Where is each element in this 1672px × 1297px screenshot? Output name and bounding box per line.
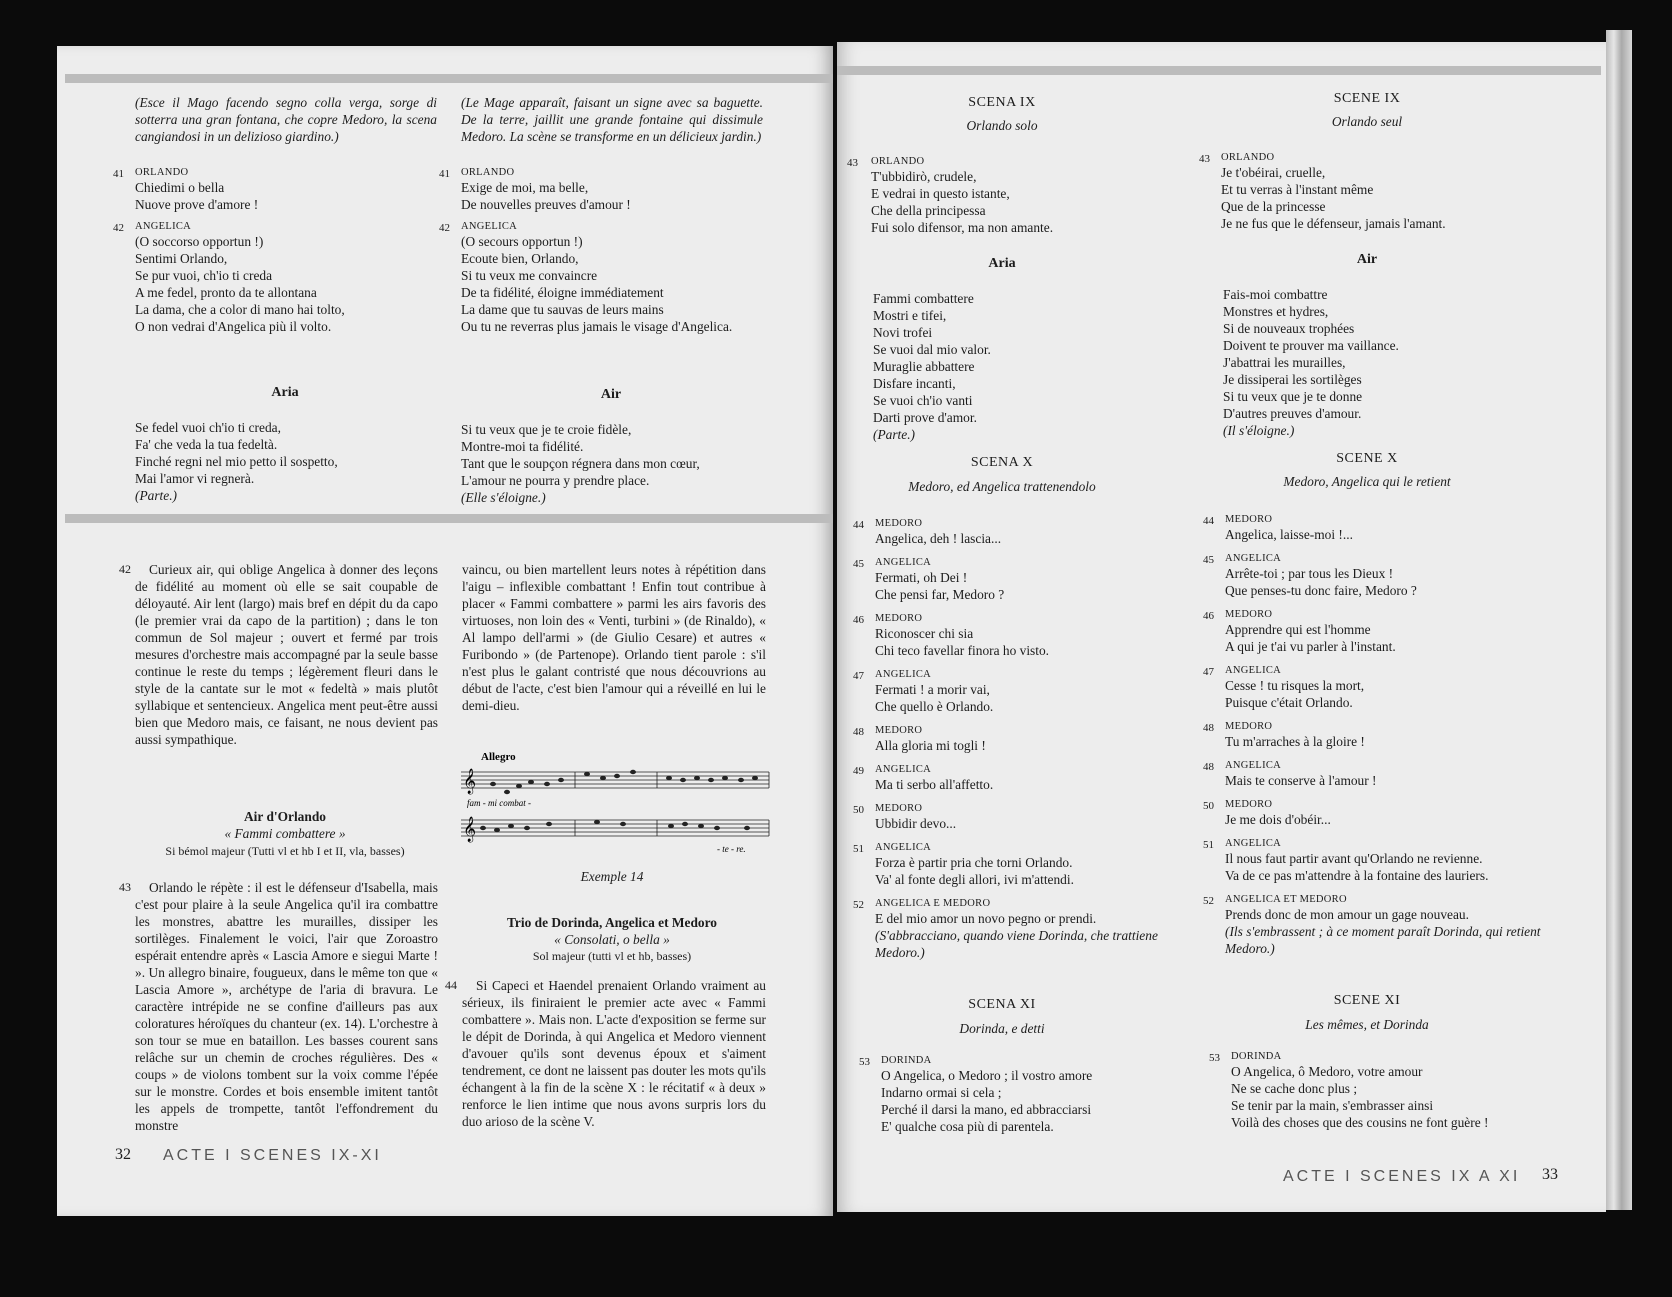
clef-icon: 𝄞 [463,816,477,841]
speaker: ANGELICA [875,669,932,680]
scene-heading-fr: SCENE X [1336,451,1398,466]
speaker: DORINDA [881,1055,932,1066]
speaker: ANGELICA [875,764,932,775]
trio-key: Sol majeur (tutti vl et hb, basses) [532,949,692,963]
scene-subtitle-it: Medoro, ed Angelica trattenendolo [908,479,1096,494]
verse: De nouvelles preuves d'amour ! [461,197,631,212]
line-number: 48 [853,726,864,738]
speech-43-it [847,155,1171,236]
verse: T'ubbidirò, crudele, [871,169,977,184]
verse: Angelica, laisse-moi !... [1225,527,1353,542]
scene-heading-fr: SCENE IX [1333,91,1401,106]
line-number: 48 [1203,761,1214,773]
verse: (O secours opportun !) [461,234,583,249]
verse: Apprendre qui est l'homme [1225,622,1371,637]
line-number: 50 [1203,800,1214,812]
speaker: MEDORO [1225,799,1273,810]
verse: Fa' che veda la tua fedeltà. [135,437,278,452]
music-example-14 [457,748,777,856]
verse: Perché il darsi la mano, ed abbracciarsi [881,1102,1092,1117]
speaker: ORLANDO [871,156,925,167]
speaker: ORLANDO [1221,152,1275,163]
speech [853,763,1175,793]
speech [853,724,1175,754]
stage-direction: (S'abbracciano, quando viene Dorinda, che trattiene Medoro.) [875,928,1158,960]
line-number: 53 [859,1056,870,1068]
verse: La dama, che a color di mano hai tolto, [135,302,345,317]
stage-direction: (Ils s'embrassent ; à ce moment paraît Dorinda, qui retient Medoro.) [1225,924,1541,956]
clef-icon: 𝄞 [463,768,477,793]
verse: Si tu veux me convaincre [461,268,598,283]
page-number: 32 [115,1146,131,1163]
speech-42-it [113,220,435,335]
speaker: MEDORO [875,613,923,624]
commentary-43: Orlando le répète : il est le défenseur d'Isabella, mais c'est pour plaire à la seule Angelica qu'il ira combattre les monstres, abattre les murailles, dissiper les sortilèges. Finalement le voici, l'air que Zoroastro espérait entendre après « Lascia Amore e siegui Marte ! ». Un allegro binaire, fougueux, dans le même ton que « Lascia Amore », archétype de l'aria di bravura. Le caractère intrépide ne se confine d'ailleurs pas aux coloratures héroïques du chanteur (ex. 14). L'orchestre à son tour se mue en bataillon. Les basses courent sans relâche sur un chemin de croches régulières. Des « coups » de violons tombent sur la voix comme l'épée sur le monstre. Cordes et bois ensemble imitent tantôt les appels de trompette, tantôt l'effondrement du monstre [135,880,438,1133]
verse: Fammi combattere [873,291,974,306]
verse: Forza è partir pria che torni Orlando. [875,855,1073,870]
verse: Che quello è Orlando. [875,699,994,714]
verse: Indarno ormai si cela ; [881,1085,1002,1100]
verse: Che pensi far, Medoro ? [875,587,1005,602]
verse: Cesse ! tu risques la mort, [1225,678,1365,693]
line-number: 53 [1209,1052,1220,1064]
verse: Finché regni nel mio petto il sospetto, [135,454,338,469]
speech [853,612,1175,659]
speaker: ANGELICA [1225,838,1282,849]
verse: Chi teco favellar finora ho visto. [875,643,1050,658]
scene-subtitle-fr: Orlando seul [1331,114,1403,129]
scene-heading-it: SCENA IX [968,95,1036,110]
verse: Darti prove d'amor. [873,410,977,425]
line-number: 42 [439,222,450,234]
verse: Tu m'arraches à la gloire ! [1225,734,1365,749]
verse: De ta fidélité, éloigne immédiatement [461,285,664,300]
verse: Ecoute bien, Orlando, [461,251,579,266]
speaker: ANGELICA [135,221,192,232]
verse: Si tu veux que je te donne [1223,389,1363,404]
verse: Et tu verras à l'instant même [1221,182,1374,197]
aria-text-fr [461,421,791,506]
speaker: MEDORO [875,725,923,736]
speech-53-it [859,1054,1181,1135]
line-number: 41 [113,168,124,180]
exit-direction: (Elle s'éloigne.) [461,490,546,505]
air-orlando-subtitle: « Fammi combattere » [224,826,346,841]
verse: Monstres et hydres, [1223,304,1329,319]
verse: Que penses-tu donc faire, Medoro ? [1225,583,1417,598]
verse: Novi trofei [873,325,933,340]
verse: A qui je t'ai vu parler à l'instant. [1225,639,1396,654]
verse: E' qualche cosa più di parentela. [881,1119,1054,1134]
speaker: ANGELICA [461,221,518,232]
verse: Il nous faut partir avant qu'Orlando ne revienne. [1225,851,1483,866]
verse: Je ne fus que le défenseur, jamais l'amant. [1221,216,1446,231]
verse: Ma ti serbo all'affetto. [875,777,994,792]
aria-title-it: Aria [988,256,1016,271]
line-number: 48 [1203,722,1214,734]
stage-direction-fr: (Le Mage apparaît, faisant un signe avec sa baguette. De la terre, jaillit une grande fontaine qui dissimule Medoro. La scène se transforme en un délicieux jardin.) [461,95,763,144]
speech [853,517,1175,547]
speaker: MEDORO [875,518,923,529]
verse: Puisque c'était Orlando. [1225,695,1353,710]
verse: Nuove prove d'amore ! [135,197,259,212]
verse: Se tenir par la main, s'embrasser ainsi [1231,1098,1434,1113]
speech [853,802,1175,832]
verse: Fermati ! a morir vai, [875,682,990,697]
speech [1203,552,1565,599]
line-number: 45 [1203,554,1214,566]
comment-number: 43 [119,880,131,894]
speaker: MEDORO [1225,609,1273,620]
speech-42-fr [439,220,801,335]
speech-53-fr [1209,1050,1571,1131]
verse: Se vuoi dal mio valor. [873,342,991,357]
speaker: MEDORO [1225,514,1273,525]
speech [1203,893,1565,957]
line-number: 46 [1203,610,1214,622]
speech [1203,513,1565,543]
book-edge [1606,30,1632,1210]
commentary-44: Si Capeci et Haendel prenaient Orlando vraiment au sérieux, ils finiraient le premier acte avec « Fammi combattere ». Mais non. L'acte d'exposition se ferme sur le dépit de Dorinda, à qui Angelica et Medoro viennent d'avouer qu'ils sont devenus époux et s'aiment tendrement, ce dont ne laissent pas douter les mots qu'ils échangent à la fin de la scène X : le récitatif « à deux » renforce le lien intime que nous avons surpris lors du duo arioso de la scène V. [462,978,766,1129]
line-number: 51 [1203,839,1214,851]
line-number: 44 [853,519,864,531]
comment-number: 44 [445,978,457,992]
verse: Va' al fonte degli allori, ivi m'attendi. [875,872,1074,887]
trio-subtitle: « Consolati, o bella » [554,932,670,947]
scene-heading-fr: SCENE XI [1333,993,1401,1008]
verse: E vedrai in questo istante, [871,186,1010,201]
verse: Je t'obéirai, cruelle, [1221,165,1326,180]
exit-direction: (Il s'éloigne.) [1223,423,1295,438]
verse: L'amour ne pourra y prendre place. [461,473,650,488]
line-number: 52 [1203,895,1214,907]
speaker: MEDORO [1225,721,1273,732]
air-orlando-key: Si bémol majeur (Tutti vl et hb I et II, vla, basses) [165,844,405,858]
trio-title: Trio de Dorinda, Angelica et Medoro [506,915,717,930]
verse: Muraglie abbattere [873,359,975,374]
verse: D'autres preuves d'amour. [1223,406,1362,421]
speech-41-it [113,166,435,213]
line-number: 46 [853,614,864,626]
speech [1203,664,1565,711]
running-footer: ACTE I SCENES IX A XI [1283,1168,1521,1185]
verse: Que de la princesse [1221,199,1326,214]
verse: Se fedel vuoi ch'io ti creda, [135,420,281,435]
aria-title-it: Aria [271,385,299,400]
verse: Je me dois d'obéir... [1225,812,1331,827]
line-number: 44 [1203,515,1214,527]
top-rule [65,74,833,83]
speaker: MEDORO [875,803,923,814]
verse: Doivent te prouver ma vaillance. [1223,338,1399,353]
speech [1203,759,1565,789]
speech [1203,608,1565,655]
verse: Fui solo difensor, ma non amante. [871,220,1054,235]
speech-41-fr [439,166,791,213]
exit-direction: (Parte.) [135,488,178,503]
verse: Exige de moi, ma belle, [461,180,589,195]
aria-text-fr [1223,286,1563,439]
scene-heading-it: SCENA XI [968,997,1036,1012]
speech [1203,720,1565,750]
aria-text-it [873,290,1173,443]
speaker: ANGELICA [1225,760,1282,771]
commentary-42: Curieux air, qui oblige Angelica à donner des leçons de fidélité au moment où elle se sait coupable de déloyauté. Air lent (largo) mais bref en dépit du da capo (le premier vrai da capo de la partition) ; dans le ton commun de Sol majeur ; ouvert et fermé par trois mesures d'orchestre mais accompagné par la seule basse continue le reste du temps ; légèrement fleuri dans le style de la cantate sur le mot « fedeltà » mais plutôt syllabique et sentencieux. Angelica ment peut-être aussi bien que Medoro mais, ce faisant, ne nous devient pas aussi sympathique. [135,562,438,747]
speaker: ANGELICA [1225,665,1282,676]
verse: Chiedimi o bella [135,180,225,195]
example-caption: Exemple 14 [580,869,644,884]
speech [853,897,1175,961]
speaker: ANGELICA E MEDORO [875,898,991,909]
verse: Fais-moi combattre [1223,287,1328,302]
speech-43-fr [1199,151,1561,232]
speaker: ANGELICA [875,842,932,853]
verse: Angelica, deh ! lascia... [875,531,1002,546]
aria-title-fr: Air [1356,252,1378,267]
line-number: 47 [1203,666,1214,678]
verse: Ne se cache donc plus ; [1231,1081,1358,1096]
verse: O non vedrai d'Angelica più il volto. [135,319,332,334]
verse: Montre-moi ta fidélité. [461,439,584,454]
verse: Ubbidir devo... [875,816,957,831]
commentary-43-continued: vaincu, ou bien martellent leurs notes à répétition dans l'aigu – inflexible combattant ! Enfin tout contribue à placer « Fammi combattere » parmi les airs favoris des virtuoses, non loin des « Venti, turbini » (de Rinaldo), « Al lampo dell'armi » (de Giulio Cesare) et autres « Furibondo » (de Partenope). Orlando tient parole : s'il n'est plus le galant contristé que nous découvrions au début de l'acte, c'est bien l'amour qui a réveillé en lui le demi-dieu. [462,562,766,713]
lyric: fam - mi combat - [467,798,531,808]
line-number: 43 [1199,153,1210,165]
verse: J'abattrai les murailles, [1223,355,1346,370]
line-number: 42 [113,222,124,234]
speaker: ANGELICA [1225,553,1282,564]
tempo-marking: Allegro [481,751,516,763]
exit-direction: (Parte.) [873,427,916,442]
line-number: 43 [847,157,858,169]
speech [853,668,1175,715]
verse: Se vuoi ch'io vanti [873,393,973,408]
verse: Tant que le soupçon régnera dans mon cœur, [461,456,700,471]
speech [1203,798,1565,828]
speech [853,841,1175,888]
top-rule [837,66,1601,75]
verse: Mai l'amor vi regnerà. [135,471,255,486]
speech [1203,837,1565,884]
scene-subtitle-fr: Medoro, Angelica qui le retient [1283,474,1451,489]
line-number: 52 [853,899,864,911]
verse: Che della principessa [871,203,986,218]
speaker: ORLANDO [461,167,515,178]
verse: Si de nouveaux trophées [1223,321,1355,336]
line-number: 47 [853,670,864,682]
verse: O Angelica, ô Medoro, votre amour [1231,1064,1423,1079]
speaker: ANGELICA ET MEDORO [1225,894,1347,905]
verse: Va de ce pas m'attendre à la fontaine des lauriers. [1225,868,1489,883]
verse: La dame que tu sauvas de leurs mains [461,302,664,317]
verse: Ou tu ne reverras plus jamais le visage d'Angelica. [461,319,733,334]
right-page [837,42,1606,1212]
lyric: - te - re. [717,844,746,854]
verse: Je dissiperai les sortilèges [1223,372,1362,387]
speaker: ANGELICA [875,557,932,568]
scene-heading-it: SCENA X [970,455,1034,470]
line-number: 45 [853,558,864,570]
verse: (O soccorso opportun !) [135,234,264,249]
middle-rule [65,514,833,523]
scene-subtitle-it: Dorinda, e detti [959,1021,1045,1036]
comment-number: 42 [119,562,131,576]
verse: Alla gloria mi togli ! [875,738,986,753]
verse: Riconoscer chi sia [875,626,974,641]
verse: Voilà des choses que des cousins ne font guère ! [1231,1115,1489,1130]
speaker: DORINDA [1231,1051,1282,1062]
verse: Prends donc de mon amour un gage nouveau. [1225,907,1469,922]
verse: Sentimi Orlando, [135,251,228,266]
speaker: ORLANDO [135,167,189,178]
scene-subtitle-fr: Les mêmes, et Dorinda [1305,1017,1429,1032]
line-number: 41 [439,168,450,180]
air-orlando-title: Air d'Orlando [244,809,326,824]
stage-direction-it: (Esce il Mago facendo segno colla verga, sorge di sotterra una gran fontana, che copre Medoro, la scena cangiandosi in un delizioso giardino.) [135,95,437,144]
verse: Se pur vuoi, ch'io ti creda [135,268,273,283]
line-number: 51 [853,843,864,855]
verse: Fermati, oh Dei ! [875,570,968,585]
verse: Mostri e tifei, [873,308,947,323]
speech [853,556,1175,603]
verse: Si tu veux que je te croie fidèle, [461,422,632,437]
verse: A me fedel, pronto da te allontana [135,285,317,300]
verse: Disfare incanti, [873,376,956,391]
page-number: 33 [1542,1166,1558,1183]
line-number: 49 [853,765,864,777]
aria-text-it [135,419,435,504]
verse: Arrête-toi ; par tous les Dieux ! [1225,566,1394,581]
verse: E del mio amor un novo pegno or prendi. [875,911,1097,926]
scene-subtitle-it: Orlando solo [966,118,1038,133]
verse: O Angelica, o Medoro ; il vostro amore [881,1068,1093,1083]
verse: Mais te conserve à l'amour ! [1225,773,1377,788]
left-page [57,46,833,1216]
line-number: 50 [853,804,864,816]
aria-title-fr: Air [600,387,622,402]
running-footer: ACTE I SCENES IX-XI [163,1147,382,1164]
